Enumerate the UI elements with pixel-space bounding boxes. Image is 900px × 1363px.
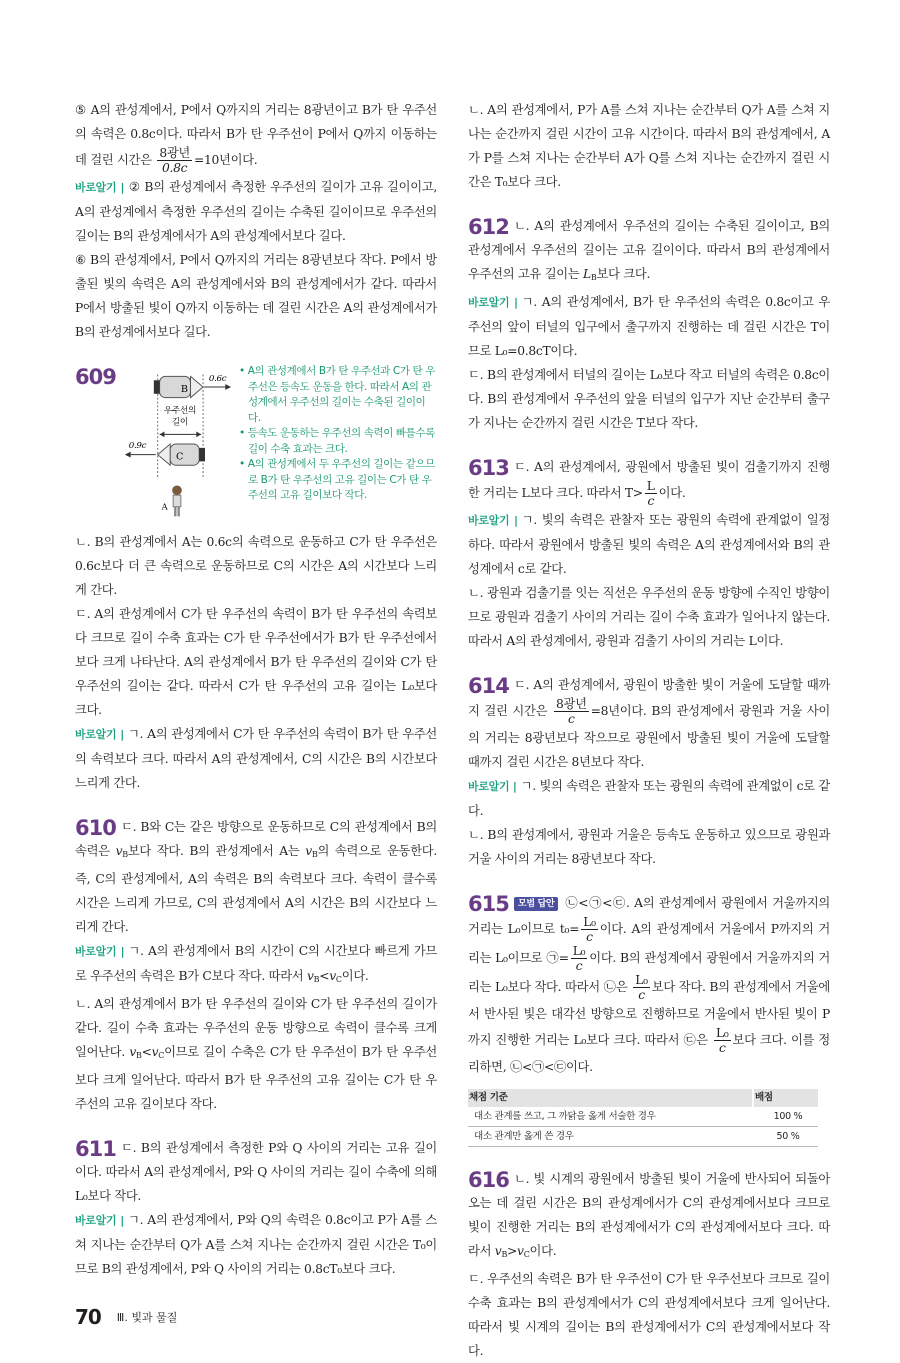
spaceship-b [154, 376, 203, 397]
variable-base: v [494, 1244, 502, 1258]
table-row [468, 1127, 818, 1147]
answer-paragraph [468, 290, 830, 363]
variable [116, 844, 128, 858]
answer-paragraph [468, 581, 830, 653]
correction-label: 바로알기 | [75, 945, 125, 958]
answer-paragraph [468, 363, 830, 435]
bullet: • 등속도 운동하는 우주선의 속력이 빠를수록 길이 수축 효과는 크다. [239, 427, 435, 455]
text: ㄱ. A의 관성계에서, B가 탄 우주선의 속력은 0.8c이고 우주선의 앞이 터널의 입구에서 출구까지 진행하는 데 걸린 시간은 T이므로 L₀=0.8cT이다. [468, 295, 830, 358]
fraction [554, 697, 589, 726]
table-cell: 대소 관계를 쓰고, 그 까닭을 옳게 서술한 경우 [468, 1107, 753, 1127]
answer-paragraph [468, 774, 830, 823]
speed-c: 0.9c [128, 440, 147, 451]
chapter-title: Ⅲ. 빛과 물질 [116, 1311, 178, 1324]
numerator: L₀ [716, 1026, 729, 1040]
table-header: 배점 [753, 1089, 818, 1107]
table-header: 채점 기준 [468, 1089, 753, 1107]
answer-section-611 [75, 1136, 437, 1281]
text: 이다. [341, 969, 369, 983]
question-number: 616 [468, 1168, 509, 1192]
correction-label: 바로알기 | [468, 514, 518, 527]
text: ㄱ. A의 관성계에서 B의 시간이 C의 시간보다 빠르게 가므로 우주선의 속력은 B가 C보다 작다. 따라서 [75, 944, 437, 983]
variable-subscript: C [158, 1051, 165, 1060]
variable [129, 1045, 141, 1059]
variable [307, 969, 319, 983]
variable [329, 969, 341, 983]
text: ㄱ. 빛의 속력은 관찰자 또는 광원의 속력에 관계없이 일정하다. 따라서 광원에서 방출된 빛의 속력은 A의 관성계에서와 B의 관성계에서 c로 같다. [468, 513, 830, 576]
text: ⑥ B의 관성계에서, P에서 Q까지의 거리는 8광년보다 작다. P에서 방출된 빛의 속력은 A의 관성계에서와 B의 관성계에서가 같다. 따라서 P에서 방출된 빛이 Q까지 이동하는 데 걸린 시간은 A의 관성계에서가 B의 관성계에서보다 길다. [75, 253, 437, 339]
correction-label: 바로알기 | [468, 780, 517, 793]
answer-section-616 [468, 1167, 830, 1363]
spaceship-diagram [121, 364, 233, 524]
text: ㄴ. B의 관성계에서 A는 0.6c의 속력으로 운동하고 C가 탄 우주선은 0.6c보다 더 큰 속력으로 운동하므로 C의 시간은 A의 시간보다 느리게 간다. [75, 535, 437, 597]
denominator: c [647, 494, 655, 508]
denominator: c [575, 959, 583, 973]
numerator: 8광년 [159, 146, 190, 160]
text: 의 속력으로 운동한다. 즉, C의 관성계에서, A의 속력은 B의 속력보다 크다. 속력이 클수록 시간은 느리게 가므로, C의 관성계에서 A의 시간은 B의 시간보다 느리게 간다. [75, 844, 437, 934]
answer-section-613 [468, 455, 830, 653]
text: ② B의 관성계에서 측정한 우주선의 길이가 고유 길이이고, A의 관성계에서 측정한 우주선의 길이는 수축된 길이이므로 우주선의 길이는 B의 관성계에서가 A의 관성계에서보다 길다. [75, 180, 437, 243]
text: ㄷ. B와 C는 같은 방향으로 운동하므로 C의 관성계에서 B의 속력은 [75, 820, 437, 858]
answer-paragraph [468, 214, 830, 290]
answer-paragraph [75, 722, 437, 795]
variable-base: v [329, 969, 336, 983]
variable-subscript: B [311, 850, 318, 859]
question-number: 612 [468, 215, 509, 239]
answer-paragraph [75, 815, 437, 939]
numerator: 8광년 [555, 697, 587, 711]
question-number: 613 [468, 456, 509, 480]
text: < [141, 1045, 152, 1059]
denominator: c [586, 930, 593, 944]
answer-paragraph [468, 1167, 830, 1267]
text: ㄱ. A의 관성계에서 C가 탄 우주선의 속력이 B가 탄 우주선의 속력보다 크다. 따라서 A의 관성계에서, C의 시간은 B의 시간보다 느리게 간다. [75, 727, 437, 790]
answer-paragraph [468, 673, 830, 774]
variable-base: v [306, 969, 314, 983]
text: 이다. [658, 486, 686, 500]
answer-paragraph [468, 455, 830, 508]
text: ㄴ. A의 관성계에서 우주선의 길이는 수축된 길이이고, B의 관성계에서 우주선의 길이는 고유 길이이다. 따라서 B의 관성계에서 우주선의 고유 길이는 [468, 219, 830, 281]
text: ㄱ. 빛의 속력은 관찰자 또는 광원의 속력에 관계없이 c로 같다. [468, 779, 830, 818]
variable [495, 1244, 507, 1258]
text: ㄷ. A의 관성계에서, 광원에서 방출된 빛이 검출기까지 진행한 거리는 L보다 크다. 따라서 T> [468, 460, 830, 500]
answer-section [468, 98, 830, 194]
correction-label: 바로알기 | [75, 181, 125, 194]
variable-subscript: C [335, 975, 342, 984]
table-cell: 50 % [753, 1127, 818, 1147]
answer-paragraph [75, 992, 437, 1116]
variable [152, 1045, 164, 1059]
text: < [319, 969, 330, 983]
answer-paragraph [75, 530, 437, 602]
text: 보다 작다. B의 관성계에서 거울에서 반사된 빛은 대각선 방향으로 진행하므로 거울에서 반사된 빛이 P까지 진행한 거리는 L₀보다 크다. 따라서 ㉢은 [468, 980, 831, 1047]
text: 보다 크다. 이를 정리하면, ㉡<㉠<㉢이다. [468, 1033, 830, 1074]
text: =8년이다. B의 관성계에서 광원과 거울 사이의 거리는 8광년보다 작으므로 광원에서 방출된 빛이 거울에 도달할 때까지 걸린 시간은 8년보다 작다. [468, 704, 830, 769]
label-a: A [161, 502, 168, 513]
text: ㄴ. B의 관성계에서, 광원과 거울은 등속도 운동하고 있으므로 광원과 거울 사이의 거리는 8광년보다 작다. [468, 828, 830, 866]
denominator: c [718, 1041, 726, 1055]
scoring-table [468, 1089, 818, 1147]
explanation-bullets [239, 364, 437, 504]
text: ㄴ. A의 관성계에서 B가 탄 우주선의 길이와 C가 탄 우주선의 길이가 같다. 길이 수축 효과는 우주선의 운동 방향으로 속력이 클수록 크게 일어난다. [75, 997, 437, 1059]
length-label: 우주선의 [163, 406, 197, 417]
variable [517, 1244, 529, 1258]
text: ㄷ. B의 관성계에서 터널의 길이는 L₀보다 작고 터널의 속력은 0.8c이다. B의 관성계에서 우주선의 앞을 터널의 입구가 지난 순간부터 출구가 지나는 순간까지 걸린 시간은 T보다 작다. [468, 368, 830, 430]
page-footer [75, 1305, 437, 1329]
correction-label: 바로알기 | [75, 1214, 125, 1227]
length-label: 길이 [171, 417, 188, 428]
fraction [633, 973, 650, 1002]
answer-section-609 [75, 364, 437, 524]
fraction [645, 479, 657, 508]
text: ㉡<㉠<㉢. A의 관성계에서 광원에서 거울까지의 거리는 L₀이므로 t₀= [468, 896, 830, 936]
answer-paragraph [75, 175, 437, 248]
bullet: • A의 관성계에서 두 우주선의 길이는 같으므로 B가 탄 우주선의 고유 길이는 C가 탄 우주선의 고유 길이보다 작다. [239, 458, 435, 501]
answer-paragraph [468, 1267, 830, 1363]
variable-subscript: C [523, 1250, 530, 1259]
answer-paragraph [75, 939, 437, 992]
fraction [581, 915, 598, 944]
text: ㄷ. A의 관성계에서 C가 탄 우주선의 속력이 B가 탄 우주선의 속력보다 크므로 길이 수축 효과는 C가 탄 우주선에서가 B가 탄 우주선에서보다 크게 나타난다. A의 관성계에서 B가 탄 우주선의 길이와 C가 탄 우주선의 길이는 같다. 따라서 C가 탄 우주선의 고유 길이는 L₀보다 크다. [75, 607, 437, 717]
label-c: C [176, 451, 184, 463]
text: ㄷ. A의 관성계에서, 광원이 방출한 빛이 거울에 도달할 때까지 걸린 시간은 [468, 678, 830, 718]
answer-paragraph [75, 1208, 437, 1281]
variable-base: v [129, 1045, 136, 1059]
text: 이다. B의 관성계에서 광원에서 거울까지의 거리는 L₀보다 작다. 따라서 ㉡은 [468, 951, 830, 994]
text: ㄷ. 우주선의 속력은 B가 탄 우주선이 C가 탄 우주선보다 크므로 길이 수축 효과는 B의 관성계에서가 C의 관성계에서보다 크게 일어난다. 따라서 빛 시계의 길이는 B의 관성계에서가 C의 관성계에서보다 작다. [468, 1272, 830, 1358]
text: =10년이다. [194, 153, 258, 167]
variable [583, 267, 596, 281]
denominator: 0.8c [162, 161, 188, 175]
correction-label: 바로알기 | [468, 296, 518, 309]
answer-section-610 [75, 815, 437, 1116]
text: 이다. A의 관성계에서 거울에서 P까지의 거리는 L₀이므로 ㉠= [468, 922, 831, 965]
variable-subscript: B [590, 273, 597, 282]
answer-paragraph [468, 891, 830, 1079]
denominator: c [568, 712, 575, 726]
fraction [157, 146, 192, 175]
numerator: L₀ [635, 973, 648, 987]
answer-section [75, 530, 437, 795]
text: ㄴ. 빛 시계의 광원에서 방출된 빛이 거울에 반사되어 되돌아오는 데 걸린 시간은 B의 관성계에서가 C의 관성계에서보다 크므로 빛이 진행한 거리는 B의 관성계에서가 C의 관성계에서보다 크다. 따라서 [468, 1172, 830, 1258]
numerator: L₀ [572, 944, 586, 958]
answer-section-615 [468, 891, 830, 1147]
variable-base: L [583, 267, 591, 281]
speed-b: 0.6c [208, 374, 227, 385]
left-column [75, 98, 437, 1329]
answer-paragraph [468, 98, 830, 194]
answer-section-614 [468, 673, 830, 871]
text: 보다 크다. [596, 267, 651, 281]
question-number: 609 [75, 365, 116, 389]
table-row [468, 1107, 818, 1127]
text: > [507, 1244, 518, 1258]
variable-base: v [115, 844, 123, 858]
table-cell: 대소 관계만 옳게 쓴 경우 [468, 1127, 753, 1147]
question-number: 610 [75, 816, 116, 840]
text: ㄴ. A의 관성계에서, P가 A를 스쳐 지나는 순간부터 Q가 A를 스쳐 지나는 순간까지 걸린 시간이 고유 시간이다. 따라서 B의 관성계에서, A가 P를 스쳐 지나는 순간부터 A가 Q를 스쳐 지나는 순간까지 걸린 시간은 T₀보다 크다. [468, 103, 830, 189]
page-number: 70 [75, 1305, 101, 1329]
variable-subscript: B [135, 1051, 142, 1060]
right-column [468, 98, 830, 1363]
variable-subscript: B [501, 1250, 508, 1259]
observer-a-figure [172, 486, 182, 517]
question-number: 615 [468, 892, 509, 916]
correction-label: 바로알기 | [75, 728, 124, 741]
variable-base: v [305, 844, 312, 858]
answer-section [75, 98, 437, 344]
text: ㄱ. A의 관성계에서, P와 Q의 속력은 0.8c이고 P가 A를 스쳐 지나는 순간부터 Q가 A를 스쳐 지나는 순간까지 걸린 시간은 T₀이므로 B의 관성계에서, P와 Q 사이의 거리는 0.8cT₀보다 크다. [75, 1213, 437, 1276]
denominator: c [638, 988, 645, 1002]
answer-paragraph [75, 602, 437, 722]
question-number: 611 [75, 1137, 116, 1161]
text: ㄴ. 광원과 검출기를 잇는 직선은 우주선의 운동 방향에 수직인 방향이므로 광원과 검출기 사이의 거리는 길이 수축 효과가 일어나지 않는다. 따라서 A의 관성계에서, 광원과 검출기 사이의 거리는 L이다. [468, 586, 830, 648]
answer-paragraph [468, 508, 830, 581]
variable-subscript: B [122, 850, 128, 859]
text: 보다 작다. B의 관성계에서 A는 [127, 844, 306, 858]
model-answer-badge: 모범 답안 [514, 897, 558, 911]
table-cell: 100 % [753, 1107, 818, 1127]
answer-paragraph [75, 98, 437, 175]
fraction [571, 944, 588, 973]
text: ㄷ. B의 관성계에서 측정한 P와 Q 사이의 거리는 고유 길이이다. 따라서 A의 관성계에서, P와 Q 사이의 거리는 길이 수축에 의해 L₀보다 작다. [75, 1141, 437, 1203]
answer-paragraph [75, 1136, 437, 1208]
fraction [714, 1026, 731, 1055]
text: 이므로 길이 수축은 C가 탄 우주선이 B가 탄 우주선보다 크게 일어난다. 따라서 B가 탄 우주선의 고유 길이는 C가 탄 우주선의 고유 길이보다 작다. [75, 1045, 437, 1111]
text: ⑤ A의 관성계에서, P에서 Q까지의 거리는 8광년이고 B가 탄 우주선의 속력은 0.8c이다. 따라서 B가 탄 우주선이 P에서 Q까지 이동하는 데 걸린 시간은 [75, 103, 437, 167]
numerator: L [646, 479, 655, 493]
figure-609 [121, 364, 437, 524]
answer-paragraph [468, 823, 830, 871]
variable-base: v [517, 1244, 524, 1258]
bullet: • A의 관성계에서 B가 탄 우주선과 C가 탄 우주선은 등속도 운동을 한다. 따라서 A의 관성계에서 우주선의 길이는 수축된 길이이다. [239, 365, 435, 424]
variable-subscript: B [313, 975, 320, 984]
label-b: B [180, 383, 188, 395]
answer-paragraph [75, 248, 437, 344]
text: 이다. [529, 1244, 557, 1258]
question-number: 614 [468, 674, 509, 698]
answer-section-612 [468, 214, 830, 435]
variable-base: v [151, 1045, 159, 1059]
variable [305, 844, 317, 858]
numerator: L₀ [583, 915, 596, 929]
